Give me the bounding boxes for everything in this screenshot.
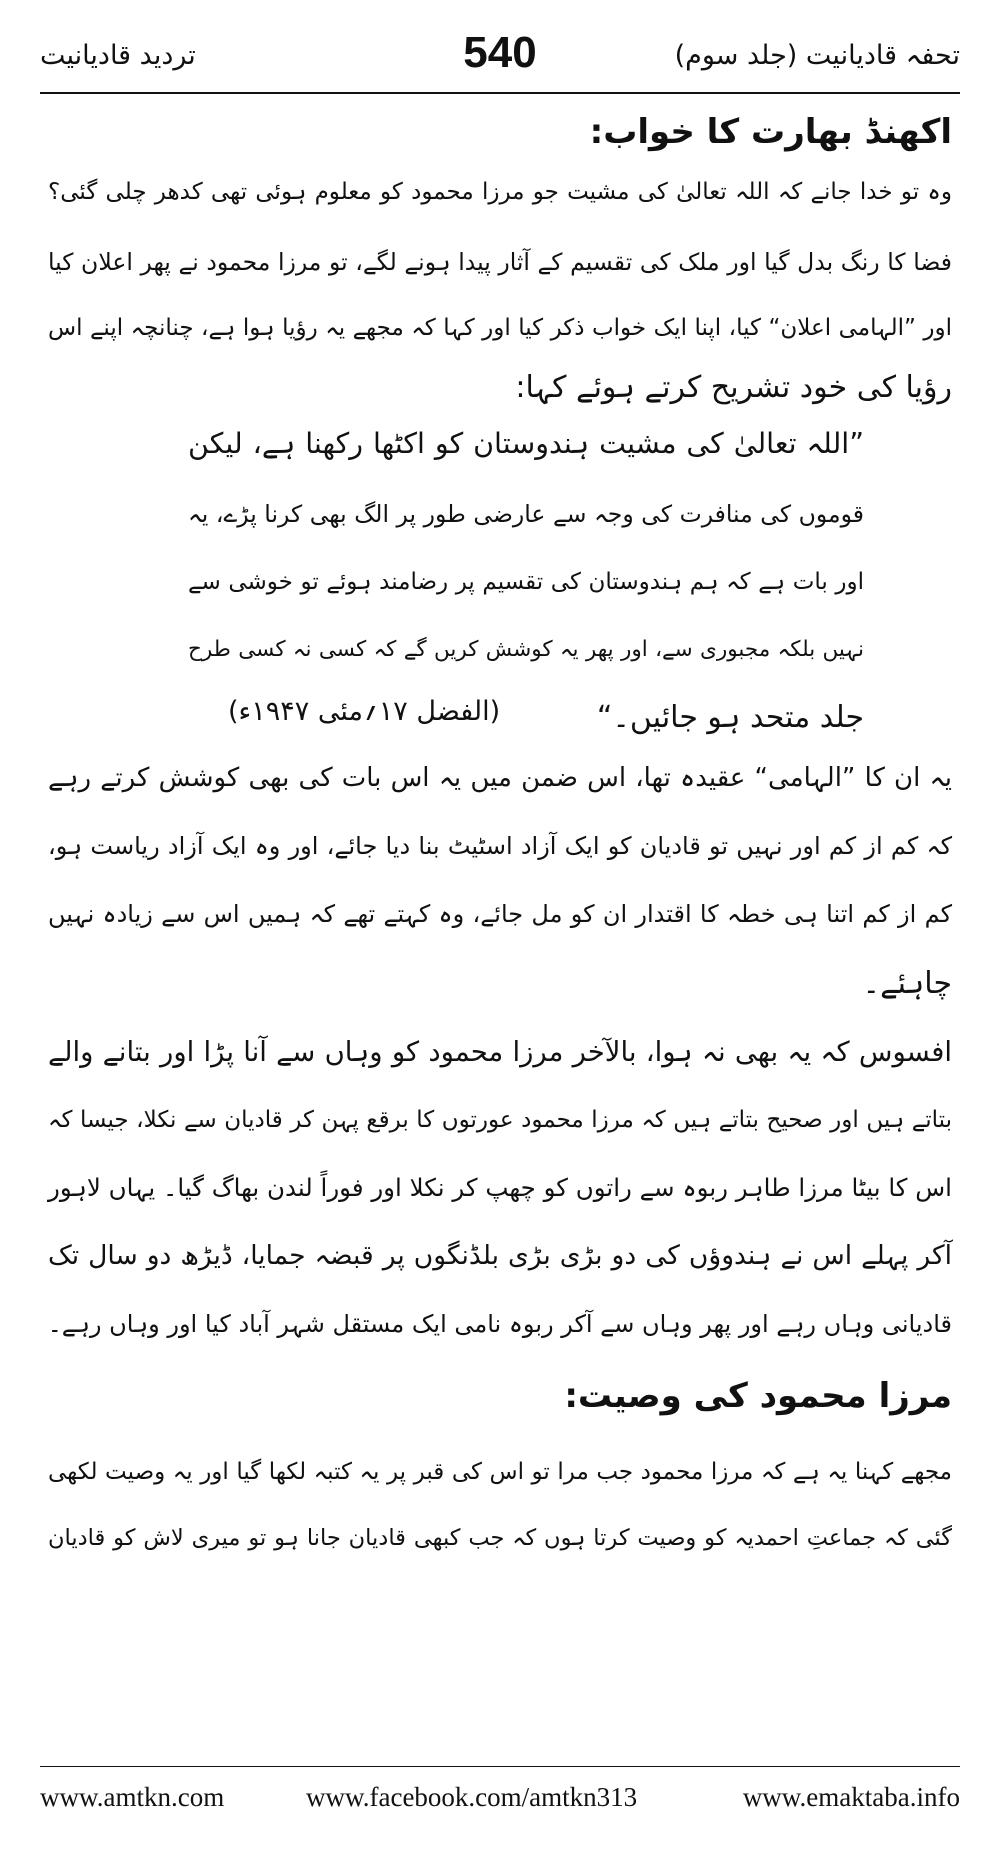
- quote-line: قوموں کی منافرت کی وجہ سے عارضی طور پر الگ بھی کرنا پڑے، یہ: [188, 500, 864, 528]
- text-line: کم از کم اتنا ہی خطہ کا اقتدار ان کو مل جائے، وہ کہتے تھے کہ ہمیں اس سے زیادہ نہیں: [48, 900, 953, 928]
- text-line: گئی کہ جماعتِ احمدیہ کو وصیت کرتا ہوں کہ جب کبھی قادیان جانا ہو تو میری لاش کو قادیان: [48, 1525, 952, 1551]
- text-line: کہ کم از کم اور نہیں تو قادیان کو ایک آزاد اسٹیٹ بنا دیا جائے، اور وہ ایک آزاد ریاست ہو،: [48, 832, 952, 860]
- section-heading: مرزا محمود کی وصیت:: [564, 1376, 952, 1416]
- quote-line: اور بات ہے کہ ہم ہندوستان کی تقسیم پر رضامند ہوئے تو خوشی سے: [188, 569, 864, 595]
- footer-link-amtkn[interactable]: www.amtkn.com: [40, 1782, 225, 1812]
- text-line: مجھے کہنا یہ ہے کہ مرزا محمود جب مرا تو اس کی قبر پر یہ کتبہ لکھا گیا اور یہ وصیت لکھی: [48, 1459, 952, 1485]
- quote-line: نہیں بلکہ مجبوری سے، اور پھر یہ کوشش کریں گے کہ کسی نہ کسی طرح: [188, 637, 864, 662]
- text-line: قادیانی وہاں رہے اور پھر وہاں سے آکر ربوہ نامی ایک مستقل شہر آباد کیا اور وہاں رہے۔: [47, 1310, 952, 1338]
- text-line: بتاتے ہیں اور صحیح بتاتے ہیں کہ مرزا محمود عورتوں کا برقع پہن کر قادیان سے نکلا، جیسا کہ: [48, 1107, 952, 1133]
- footer-link-facebook[interactable]: www.facebook.com/amtkn313: [306, 1782, 638, 1812]
- text-line: اس کا بیٹا مرزا طاہر ربوہ سے راتوں کو چھپ کر نکلا اور فوراً لندن بھاگ گیا۔ یہاں لاہور: [48, 1173, 952, 1202]
- text-line: اور ”الہامی اعلان“ کیا، اپنا ایک خواب ذکر کیا اور کہا کہ مجھے یہ رؤیا ہوا ہے، چنانچہ اپنے اس: [48, 315, 952, 341]
- text-line: یہ ان کا ”الہامی“ عقیدہ تھا، اس ضمن میں یہ اس بات کی بھی کوشش کرتے رہے: [48, 763, 952, 793]
- page-footer: [40, 1782, 960, 1822]
- header-book-section: تردید قادیانیت: [40, 40, 196, 71]
- quote-line: ”اللہ تعالیٰ کی مشیت ہندوستان کو اکٹھا رکھنا ہے، لیکن: [188, 427, 864, 460]
- citation: (الفضل ۱۷؍مئی ۱۹۴۷ء): [228, 696, 501, 727]
- text-line: آکر پہلے اس نے ہندوؤں کی دو بڑی بڑی بلڈنگوں پر قبضہ جمایا، ڈیڑھ دو سال تک: [48, 1240, 952, 1271]
- page-number: 540: [463, 28, 537, 77]
- footer-rule: [40, 1766, 960, 1767]
- page-body: [48, 0, 952, 1850]
- text-line: رؤیا کی خود تشریح کرتے ہوئے کہا:: [515, 370, 952, 405]
- text-line: افسوس کہ یہ بھی نہ ہوا، بالآخر مرزا محمود کو وہاں سے آنا پڑا اور بتانے والے: [48, 1036, 952, 1068]
- text-line: چاہئے۔: [862, 966, 952, 1001]
- text-line: فضا کا رنگ بدل گیا اور ملک کی تقسیم کے آثار پیدا ہونے لگے، تو مرزا محمود نے پھر اعلان کیا: [48, 248, 952, 276]
- text-line: وہ تو خدا جانے کہ اللہ تعالیٰ کی مشیت جو مرزا محمود کو معلوم ہوئی تھی کدھر چلی گئی؟: [48, 179, 952, 205]
- footer-link-emaktaba[interactable]: www.emaktaba.info: [742, 1782, 960, 1812]
- header-book-title: تحفہ قادیانیت (جلد سوم): [674, 40, 960, 71]
- section-heading: اکھنڈ بھارت کا خواب:: [589, 112, 952, 152]
- quote-line: جلد متحد ہو جائیں۔“: [596, 700, 864, 735]
